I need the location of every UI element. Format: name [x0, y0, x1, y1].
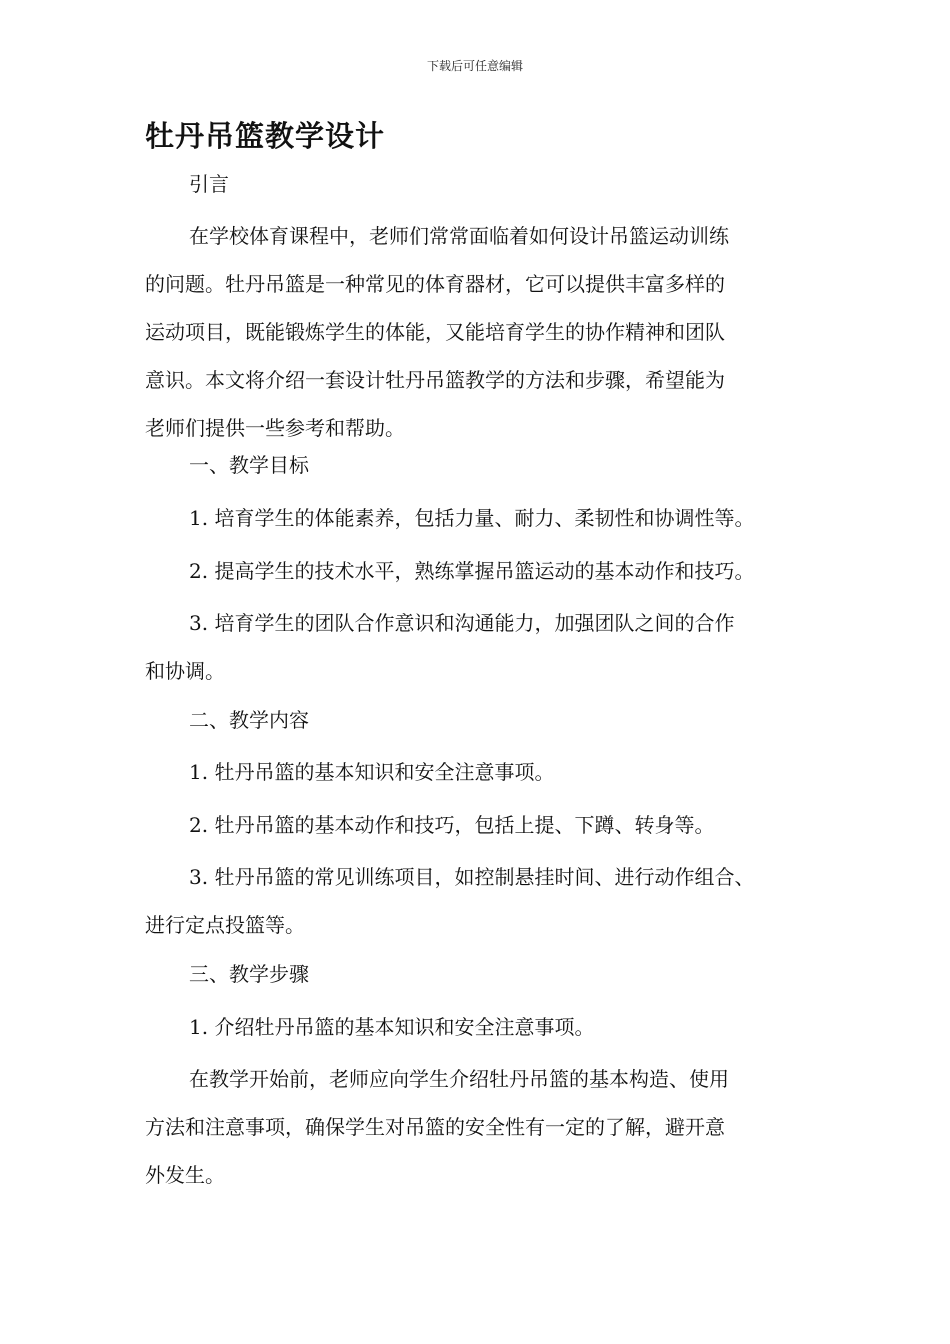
section2-item1: 1. 牡丹吊篮的基本知识和安全注意事项。	[189, 760, 555, 784]
section3-heading-block	[145, 950, 825, 998]
section3-paragraph	[145, 1055, 825, 1199]
section3-para-line: 方法和注意事项，确保学生对吊篮的安全性有一定的了解，避开意	[145, 1115, 725, 1139]
document-title: 牡丹吊篮教学设计	[145, 119, 386, 153]
section2-item2-block	[145, 801, 825, 849]
section2-item3-block	[145, 853, 825, 949]
section1-item1-block	[145, 494, 825, 542]
section1-item1: 1. 培育学生的体能素养，包括力量、耐力、柔韧性和协调性等。	[189, 506, 755, 530]
section1-heading-block	[145, 441, 825, 489]
section1-item3-line: 和协调。	[145, 659, 225, 683]
section1-item3-block	[145, 599, 825, 695]
intro-line: 意识。本文将介绍一套设计牡丹吊篮教学的方法和步骤，希望能为	[145, 368, 725, 392]
intro-line: 在学校体育课程中，老师们常常面临着如何设计吊篮运动训练	[189, 224, 729, 248]
section3-item1: 1. 介绍牡丹吊篮的基本知识和安全注意事项。	[189, 1015, 595, 1039]
intro-line: 运动项目，既能锻炼学生的体能，又能培育学生的协作精神和团队	[145, 320, 725, 344]
intro-line: 的问题。牡丹吊篮是一种常见的体育器材，它可以提供丰富多样的	[145, 272, 725, 296]
intro-paragraph	[145, 212, 825, 452]
section1-item2-block	[145, 547, 825, 595]
section2-item2: 2. 牡丹吊篮的基本动作和技巧，包括上提、下蹲、转身等。	[189, 813, 715, 837]
section3-heading: 三、教学步骤	[189, 962, 309, 986]
section2-heading: 二、教学内容	[189, 708, 309, 732]
section1-item2: 2. 提高学生的技术水平，熟练掌握吊篮运动的基本动作和技巧。	[189, 559, 755, 583]
section3-para-line: 在教学开始前，老师应向学生介绍牡丹吊篮的基本构造、使用	[189, 1067, 729, 1091]
intro-heading: 引言	[189, 172, 229, 196]
intro-line: 老师们提供一些参考和帮助。	[145, 416, 405, 440]
intro-heading-block	[145, 160, 825, 208]
section2-item1-block	[145, 748, 825, 796]
section1-item3-line: 3. 培育学生的团队合作意识和沟通能力，加强团队之间的合作	[189, 611, 735, 635]
section1-heading: 一、教学目标	[189, 453, 309, 477]
section3-item1-block	[145, 1003, 825, 1051]
header-note: 下载后可任意编辑	[426, 59, 523, 73]
section2-item3-line: 进行定点投篮等。	[145, 913, 305, 937]
section2-heading-block	[145, 696, 825, 744]
section2-item3-line: 3. 牡丹吊篮的常见训练项目，如控制悬挂时间、进行动作组合、	[189, 865, 755, 889]
section3-para-line: 外发生。	[145, 1163, 225, 1187]
